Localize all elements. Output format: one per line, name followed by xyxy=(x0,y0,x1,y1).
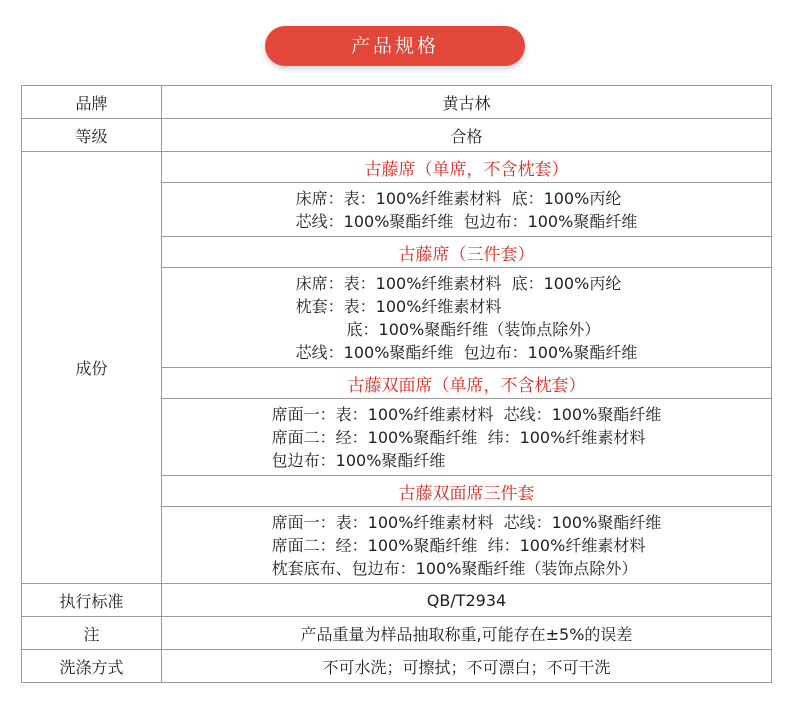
composition-heading: 古藤席（单席，不含枕套） xyxy=(162,152,772,183)
detail-line: 席面一：表：100%纤维素材料 芯线：100%聚酯纤维 xyxy=(271,405,662,424)
composition-heading: 古藤双面席三件套 xyxy=(162,476,772,507)
standard-label: 执行标准 xyxy=(22,584,162,617)
table-row-washing xyxy=(22,650,772,683)
table-row-note xyxy=(22,617,772,650)
detail-line: 包边布：100%聚酯纤维 xyxy=(271,451,446,470)
table-row-brand xyxy=(22,86,772,119)
note-value: 产品重量为样品抽取称重,可能存在±5%的误差 xyxy=(162,617,772,650)
composition-detail xyxy=(162,268,772,368)
detail-line: 枕套：表：100%纤维素材料 xyxy=(295,297,502,316)
composition-detail xyxy=(162,183,772,237)
detail-line: 席面二：经：100%聚酯纤维 纬：100%纤维素材料 xyxy=(271,428,646,447)
washing-value: 不可水洗；可擦拭；不可漂白；不可干洗 xyxy=(162,650,772,683)
detail-line: 席面一：表：100%纤维素材料 芯线：100%聚酯纤维 xyxy=(271,513,662,532)
detail-block xyxy=(272,399,662,475)
note-label: 注 xyxy=(22,617,162,650)
brand-label: 品牌 xyxy=(22,86,162,119)
detail-line: 底：100%聚酯纤维（装饰点除外） xyxy=(295,320,601,339)
detail-line: 席面二：经：100%聚酯纤维 纬：100%纤维素材料 xyxy=(271,536,646,555)
brand-value: 黄古林 xyxy=(162,86,772,119)
composition-heading: 古藤双面席（单席，不含枕套） xyxy=(162,368,772,399)
spec-table xyxy=(21,85,772,683)
detail-line: 床席：表：100%纤维素材料 底：100%丙纶 xyxy=(295,274,622,293)
table-row-standard xyxy=(22,584,772,617)
detail-line: 芯线：100%聚酯纤维 包边布：100%聚酯纤维 xyxy=(295,212,638,231)
grade-label: 等级 xyxy=(22,119,162,152)
detail-line: 芯线：100%聚酯纤维 包边布：100%聚酯纤维 xyxy=(295,343,638,362)
composition-heading: 古藤席（三件套） xyxy=(162,237,772,268)
page-title: 产品规格 xyxy=(265,26,525,66)
detail-block xyxy=(272,507,662,583)
composition-label: 成份 xyxy=(22,152,162,584)
composition-section-1-heading-row xyxy=(22,152,772,183)
washing-label: 洗涤方式 xyxy=(22,650,162,683)
detail-line: 床席：表：100%纤维素材料 底：100%丙纶 xyxy=(295,189,622,208)
detail-block xyxy=(296,183,638,236)
composition-detail xyxy=(162,399,772,476)
table-row-grade xyxy=(22,119,772,152)
detail-line: 枕套底布、包边布：100%聚酯纤维（装饰点除外） xyxy=(271,559,638,578)
grade-value: 合格 xyxy=(162,119,772,152)
detail-block xyxy=(296,268,638,367)
standard-value: QB/T2934 xyxy=(162,584,772,617)
composition-detail xyxy=(162,507,772,584)
